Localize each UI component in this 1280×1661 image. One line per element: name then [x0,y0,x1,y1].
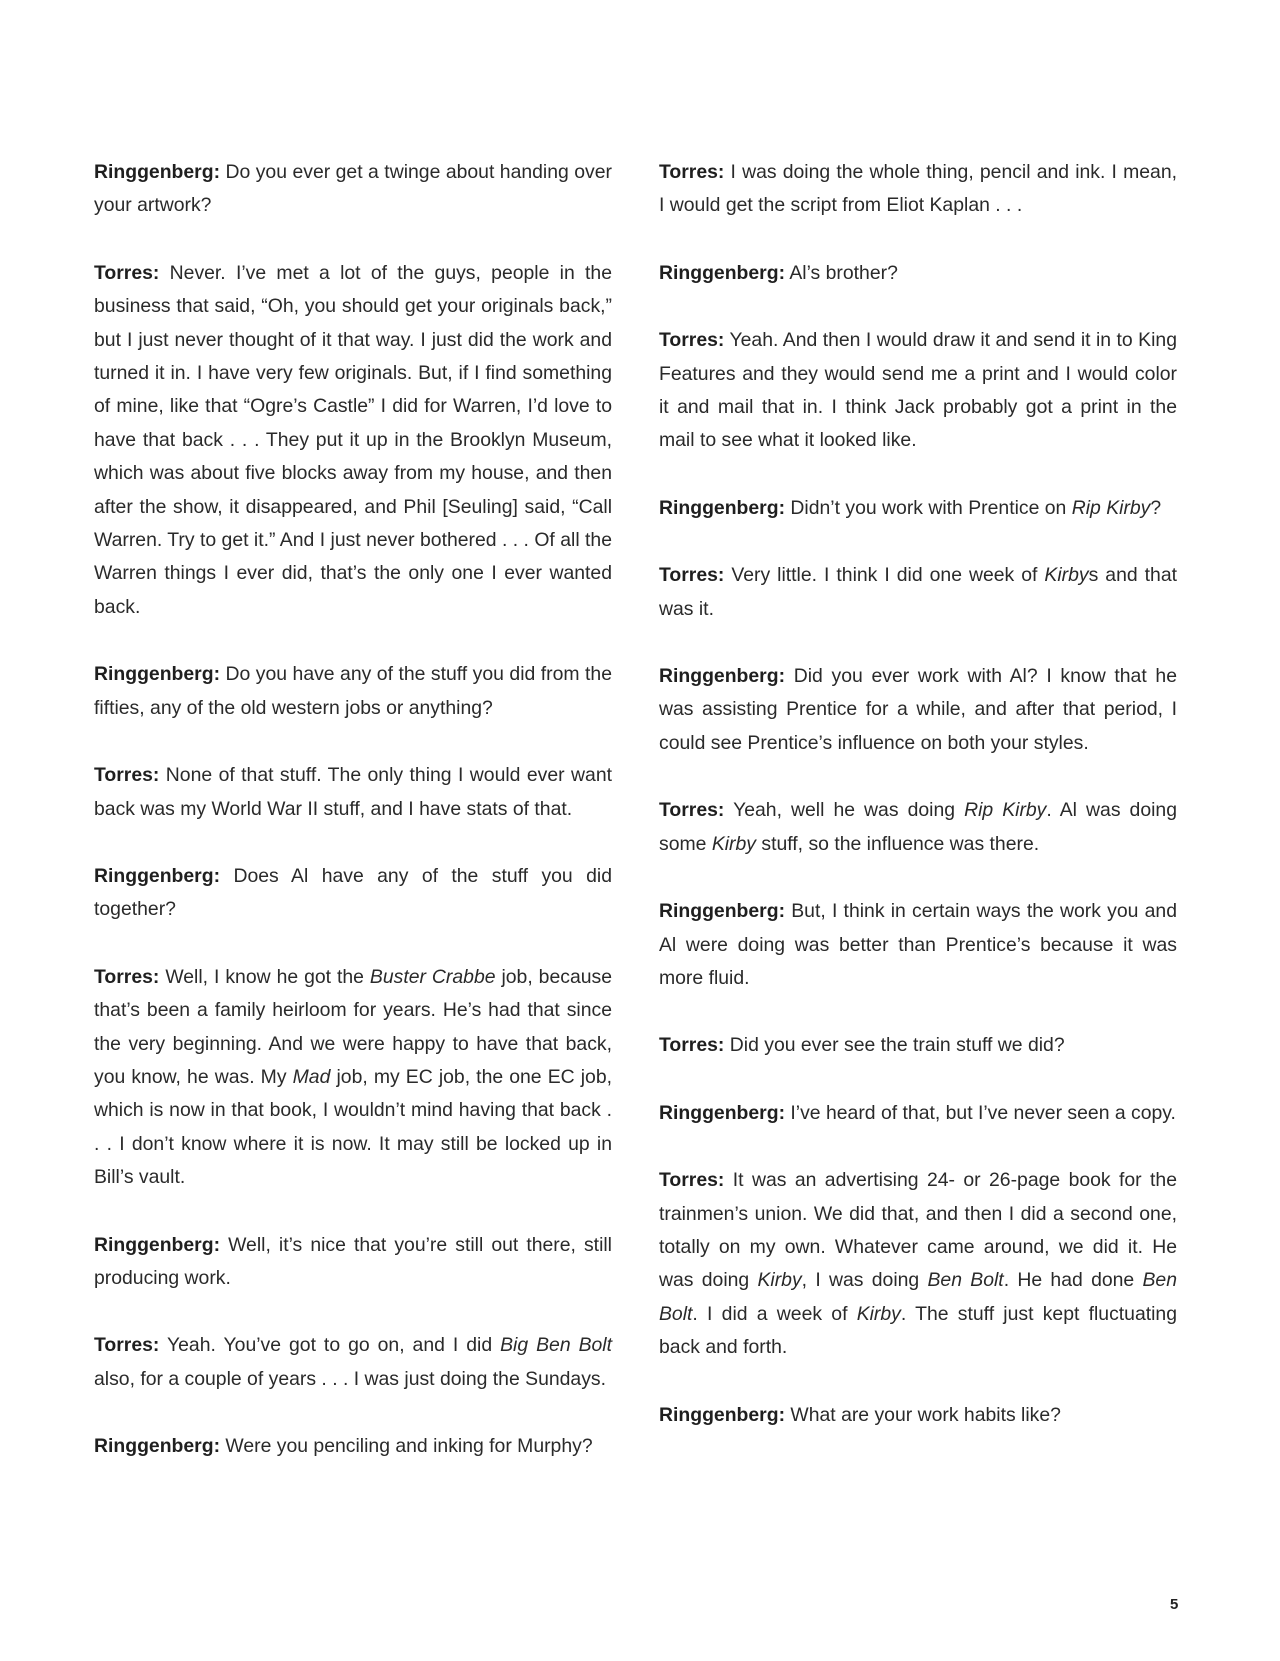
interview-paragraph [94,759,612,826]
paragraph-text: I’ve heard of that, but I’ve never seen a copy. [785,1101,1176,1124]
paragraph-text: Very little. I think I did one week of [724,564,1045,587]
speaker-name: Torres: [659,799,725,822]
page-number: 5 [1170,1596,1179,1613]
interview-paragraph [659,324,1177,458]
paragraph-text: s and that was it. [659,564,1177,620]
interview-paragraph [659,794,1177,861]
paragraph-text: Do you ever get a twinge about handing over your artwork? [94,161,612,217]
paragraph-text: Do you have any of the stuff you did from the fifties, any of the old western jobs or anything? [94,663,612,719]
speaker-name: Torres: [659,564,725,587]
speaker-name: Torres: [659,1034,725,1057]
interview-paragraph [659,492,1177,525]
interview-paragraph [94,658,612,725]
interview-paragraph [659,660,1177,760]
interview-paragraph [659,1029,1177,1062]
speaker-name: Ringgenberg: [94,161,221,183]
interview-paragraph [659,257,1177,290]
interview-paragraph [659,156,1177,223]
speaker-name: Torres: [94,764,160,787]
italic-title-text: Buster Crabbe [369,965,496,988]
paragraph-text: Does Al have any of the stuff you did together? [94,864,612,921]
paragraph-text: Yeah. And then I would draw it and send it in to King Features and they would send me a print and I would color it and mail that in. I think Jack probably got a print in the mail to see what it looked like. [659,329,1177,452]
speaker-name: Ringgenberg: [659,1403,786,1426]
speaker-name: Ringgenberg: [659,496,786,519]
paragraph-text: Did you ever see the train stuff we did? [724,1034,1065,1057]
speaker-name: Ringgenberg: [659,261,786,284]
paragraph-text: job, because that’s been a family heirloom for years. He’s had that since the very beginning. And we were happy to have that back, you know, he was. My [94,965,612,1088]
paragraph-text: Did you ever work with Al? I know that he was assisting Prentice for a while, and after that period, I could see Prentice’s influence on both your styles. [659,665,1177,754]
paragraph-text: Yeah. You’ve got to go on, and I did [159,1334,501,1357]
paragraph-text: . He had done [1003,1269,1143,1292]
speaker-name: Torres: [659,161,725,183]
speaker-name: Torres: [659,1169,725,1192]
interview-paragraph [94,1229,612,1296]
italic-title-text: Kirby [1044,564,1089,587]
paragraph-text: Never. I’ve met a lot of the guys, people in the business that said, “Oh, you should get your originals back,” but I just never thought of it that way. I just did the work and turned it in. I have very few originals. But, if I find something of mine, like that “Ogre’s Castle” I did for Warren, I’d love to have that back . . . They put it up in the Brooklyn Museum, which was about five blocks away from my house, and then after the show, it disappeared, and Phil [Seuling] said, “Call Warren. Try to get it.” And I just never bothered . . . Of all the Warren things I ever did, that’s the only one I ever wanted back. [94,261,612,618]
italic-title-text: Ben Bolt [659,1269,1177,1325]
paragraph-text: job, my EC job, the one EC job, which is now in that book, I wouldn’t mind having that back . . . I don’t know where it is now. It may still be locked up in Bill’s vault. [94,1065,612,1189]
interview-paragraph [659,1097,1177,1130]
paragraph-text: It was an advertising 24- or 26-page book for the trainmen’s union. We did that, and then I did a second one, totally on my own. Whatever came around, we did it. He was doing [659,1169,1177,1292]
paragraph-text: also, for a couple of years . . . I was just doing the Sundays. [94,1367,606,1390]
paragraph-text: What are your work habits like? [785,1403,1061,1426]
paragraph-text: But, I think in certain ways the work you and Al were doing was better than Prentice’s because it was more fluid. [659,900,1177,989]
paragraph-text: . The stuff just kept fluctuating back and forth. [659,1302,1177,1359]
interview-paragraph [659,1164,1177,1364]
right-column [659,156,1177,1466]
speaker-name: Torres: [659,329,725,352]
italic-title-text: Kirby [856,1302,901,1325]
paragraph-text: Were you penciling and inking for Murphy? [220,1435,593,1458]
speaker-name: Ringgenberg: [659,900,786,923]
paragraph-text: . I did a week of [692,1302,857,1325]
paragraph-text: Well, I know he got the [159,965,370,988]
speaker-name: Ringgenberg: [94,864,221,887]
interview-paragraph [94,961,612,1195]
left-column [94,156,612,1498]
italic-title-text: Mad [292,1065,331,1088]
interview-paragraph [94,860,612,927]
paragraph-text: I was doing the whole thing, pencil and ink. I mean, I would get the script from Eliot Kaplan . . . [659,161,1177,217]
speaker-name: Ringgenberg: [659,665,786,688]
paragraph-text: stuff, so the influence was there. [756,832,1040,855]
interview-paragraph [659,559,1177,626]
speaker-name: Torres: [94,1334,160,1357]
interview-paragraph [94,1329,612,1396]
interview-paragraph [94,257,612,624]
italic-title-text: Big Ben Bolt [500,1334,613,1357]
paragraph-text: Yeah, well he was doing [724,799,965,822]
speaker-name: Ringgenberg: [94,1435,221,1458]
paragraph-text: Well, it’s nice that you’re still out there, still producing work. [94,1233,612,1289]
interview-paragraph [94,1430,612,1463]
paragraph-text: ? [1150,496,1162,519]
speaker-name: Ringgenberg: [94,663,221,686]
speaker-name: Ringgenberg: [94,1233,221,1256]
paragraph-text: Didn’t you work with Prentice on [785,496,1072,519]
italic-title-text: Rip Kirby [1071,496,1151,519]
italic-title-text: Rip Kirby [964,799,1047,822]
italic-title-text: Kirby [711,832,756,855]
italic-title-text: Ben Bolt [927,1269,1004,1292]
italic-title-text: Kirby [757,1269,802,1292]
speaker-name: Torres: [94,261,160,284]
paragraph-text: . Al was doing some [659,799,1177,855]
interview-paragraph [659,895,1177,995]
interview-paragraph [94,156,612,223]
speaker-name: Ringgenberg: [659,1101,786,1124]
paragraph-text: None of that stuff. The only thing I would ever want back was my World War II stuff, and I have stats of that. [94,764,612,820]
paragraph-text: Al’s brother? [785,261,898,284]
interview-paragraph [659,1399,1177,1432]
speaker-name: Torres: [94,965,160,988]
paragraph-text: , I was doing [801,1269,928,1292]
